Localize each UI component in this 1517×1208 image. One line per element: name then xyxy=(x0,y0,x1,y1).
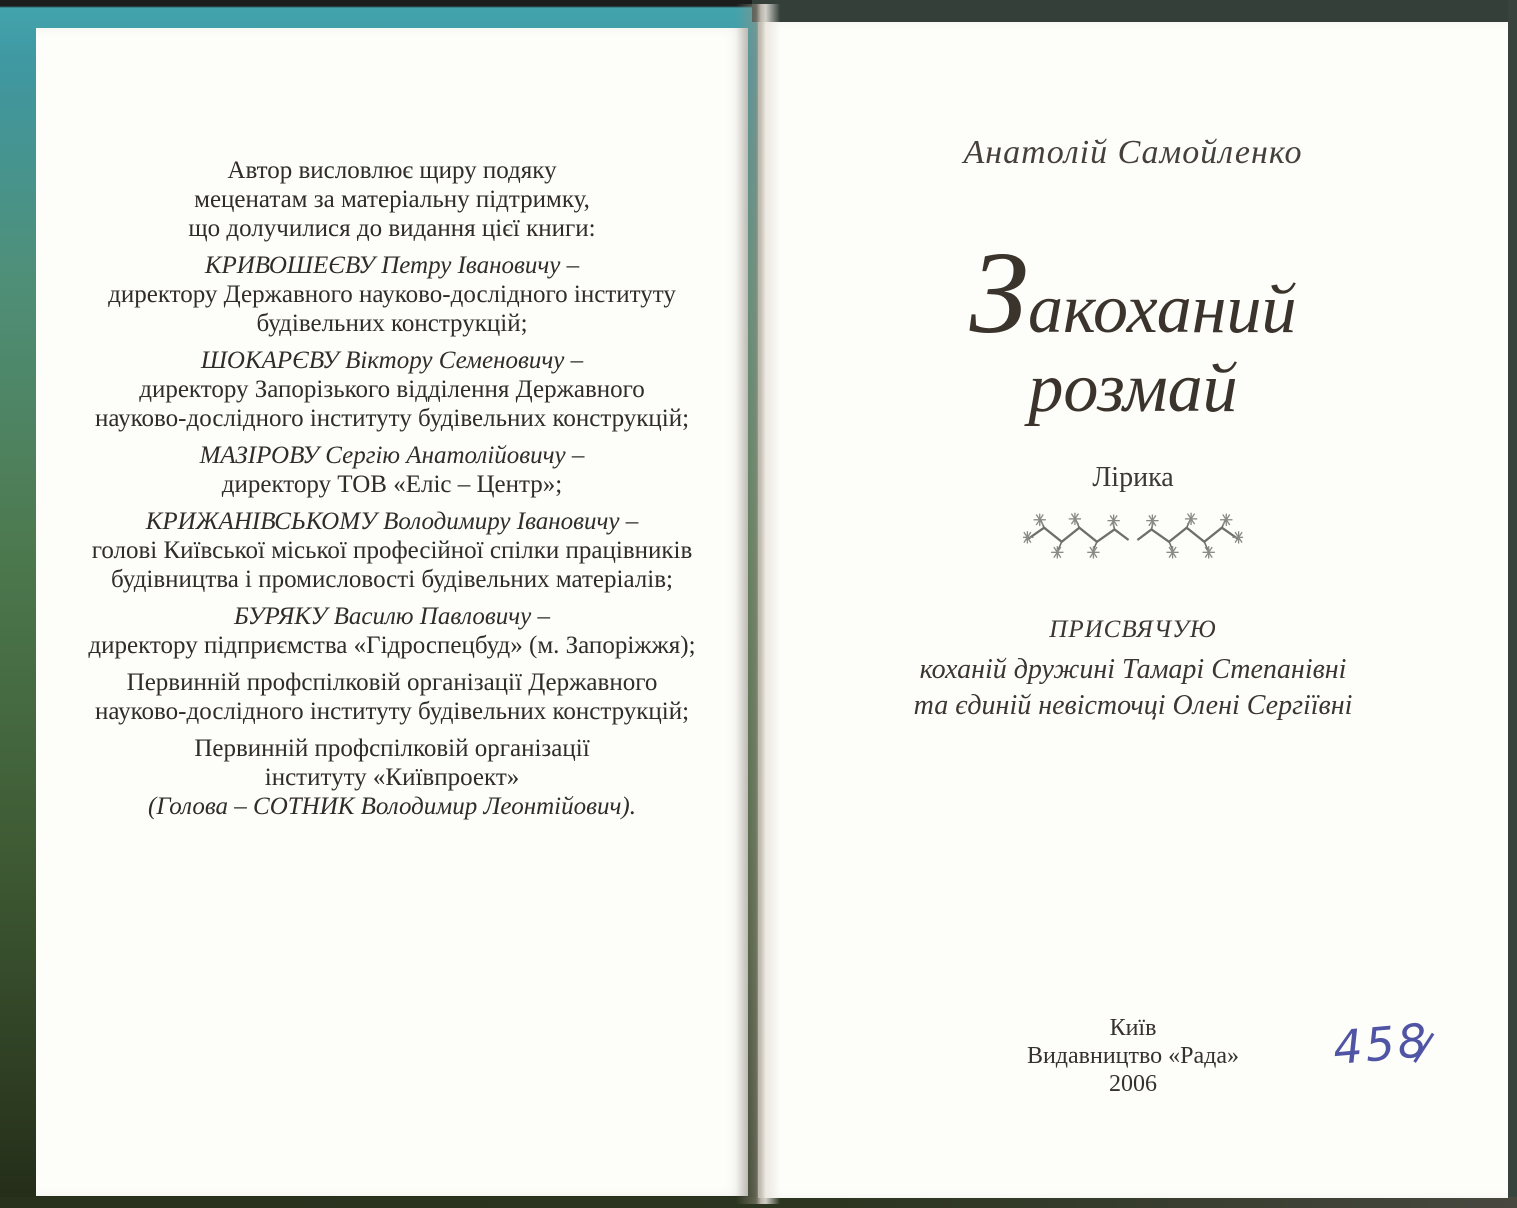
donor-line: Первинній профспілковій організації Державного xyxy=(126,669,658,696)
donor-name: МАЗІРОВУ Сергію Анатолійовичу – xyxy=(199,442,585,469)
left-page xyxy=(36,28,748,1196)
acknowledgments-intro xyxy=(36,156,748,243)
intro-line: що долучилися до видання цієї книги: xyxy=(188,215,596,242)
genre-subtitle: Лірика xyxy=(1092,462,1174,493)
title-line-2: розмай xyxy=(1028,350,1238,427)
intro-line: Автор висловлює щиру подяку xyxy=(227,157,557,184)
imprint-city: Київ xyxy=(1109,1015,1157,1041)
dedication-text xyxy=(758,652,1508,724)
ornament-container xyxy=(758,508,1508,577)
dedication-heading: ПРИСВЯЧУЮ xyxy=(1049,616,1217,643)
donor-line: будівництва і промисловості будівельних матеріалів; xyxy=(111,566,673,593)
donor-paragraph xyxy=(36,346,748,433)
donor-name: КРИВОШЕЄВУ Петру Івановичу – xyxy=(204,252,580,279)
donor-note: (Голова – СОТНИК Володимир Леонтійович). xyxy=(148,793,636,820)
donor-name: КРИЖАНІВСЬКОМУ Володимиру Івановичу – xyxy=(145,508,639,535)
donor-line: директору ТОВ «Еліс – Центр»; xyxy=(221,471,563,498)
donor-paragraph xyxy=(36,668,748,726)
donor-paragraph xyxy=(36,441,748,499)
donor-line: директору Запорізького відділення Державного xyxy=(139,376,645,403)
donor-line: голові Київської міської професійної спілки працівників xyxy=(91,537,693,564)
title-line-1 xyxy=(758,227,1508,358)
imprint-year: 2006 xyxy=(1109,1071,1157,1097)
donor-line: науково-дослідного інституту будівельних конструкцій; xyxy=(94,698,690,725)
book-spine-gutter xyxy=(736,4,784,1204)
imprint-publisher: Видавництво «Рада» xyxy=(1026,1043,1240,1069)
donor-line: науково-дослідного інституту будівельних конструкцій; xyxy=(94,405,690,432)
title-initial-letter: З xyxy=(969,227,1028,358)
title-line-1-rest: акоханий xyxy=(1027,271,1297,348)
donor-paragraph xyxy=(36,734,748,821)
title-page xyxy=(758,22,1508,1198)
cover-edge-top-right xyxy=(752,0,1517,22)
donor-line: будівельних конструкцій; xyxy=(256,310,528,337)
handwritten-number-text: 458 xyxy=(1330,1012,1432,1076)
author-name: Анатолій Самойленко xyxy=(963,134,1303,171)
donor-line: директору підприємства «Гідроспецбуд» (м. Запоріжжя); xyxy=(88,632,696,659)
cover-edge-right xyxy=(1508,0,1517,1208)
donor-line: інституту «Київпроект» xyxy=(264,764,520,791)
donor-line: Первинній профспілковій організації xyxy=(194,735,590,762)
acknowledgments-section xyxy=(36,28,748,821)
donor-paragraph xyxy=(36,602,748,660)
donor-name: ШОКАРЄВУ Віктору Семеновичу – xyxy=(200,347,584,374)
dedication-line: коханій дружині Тамарі Степанівні xyxy=(919,654,1347,685)
intro-line: меценатам за матеріальну підтримку, xyxy=(194,186,590,213)
donor-paragraph xyxy=(36,507,748,594)
book-title xyxy=(758,227,1508,427)
donor-paragraph xyxy=(36,251,748,338)
donor-line: директору Державного науково-дослідного інституту xyxy=(108,281,676,308)
donor-name: БУРЯКУ Василю Павловичу – xyxy=(233,603,551,630)
handwritten-inventory-number xyxy=(1331,1013,1432,1075)
dedication-line: та єдиній невісточці Олені Сергіївні xyxy=(913,690,1353,721)
floral-vignette-icon xyxy=(1023,508,1243,572)
